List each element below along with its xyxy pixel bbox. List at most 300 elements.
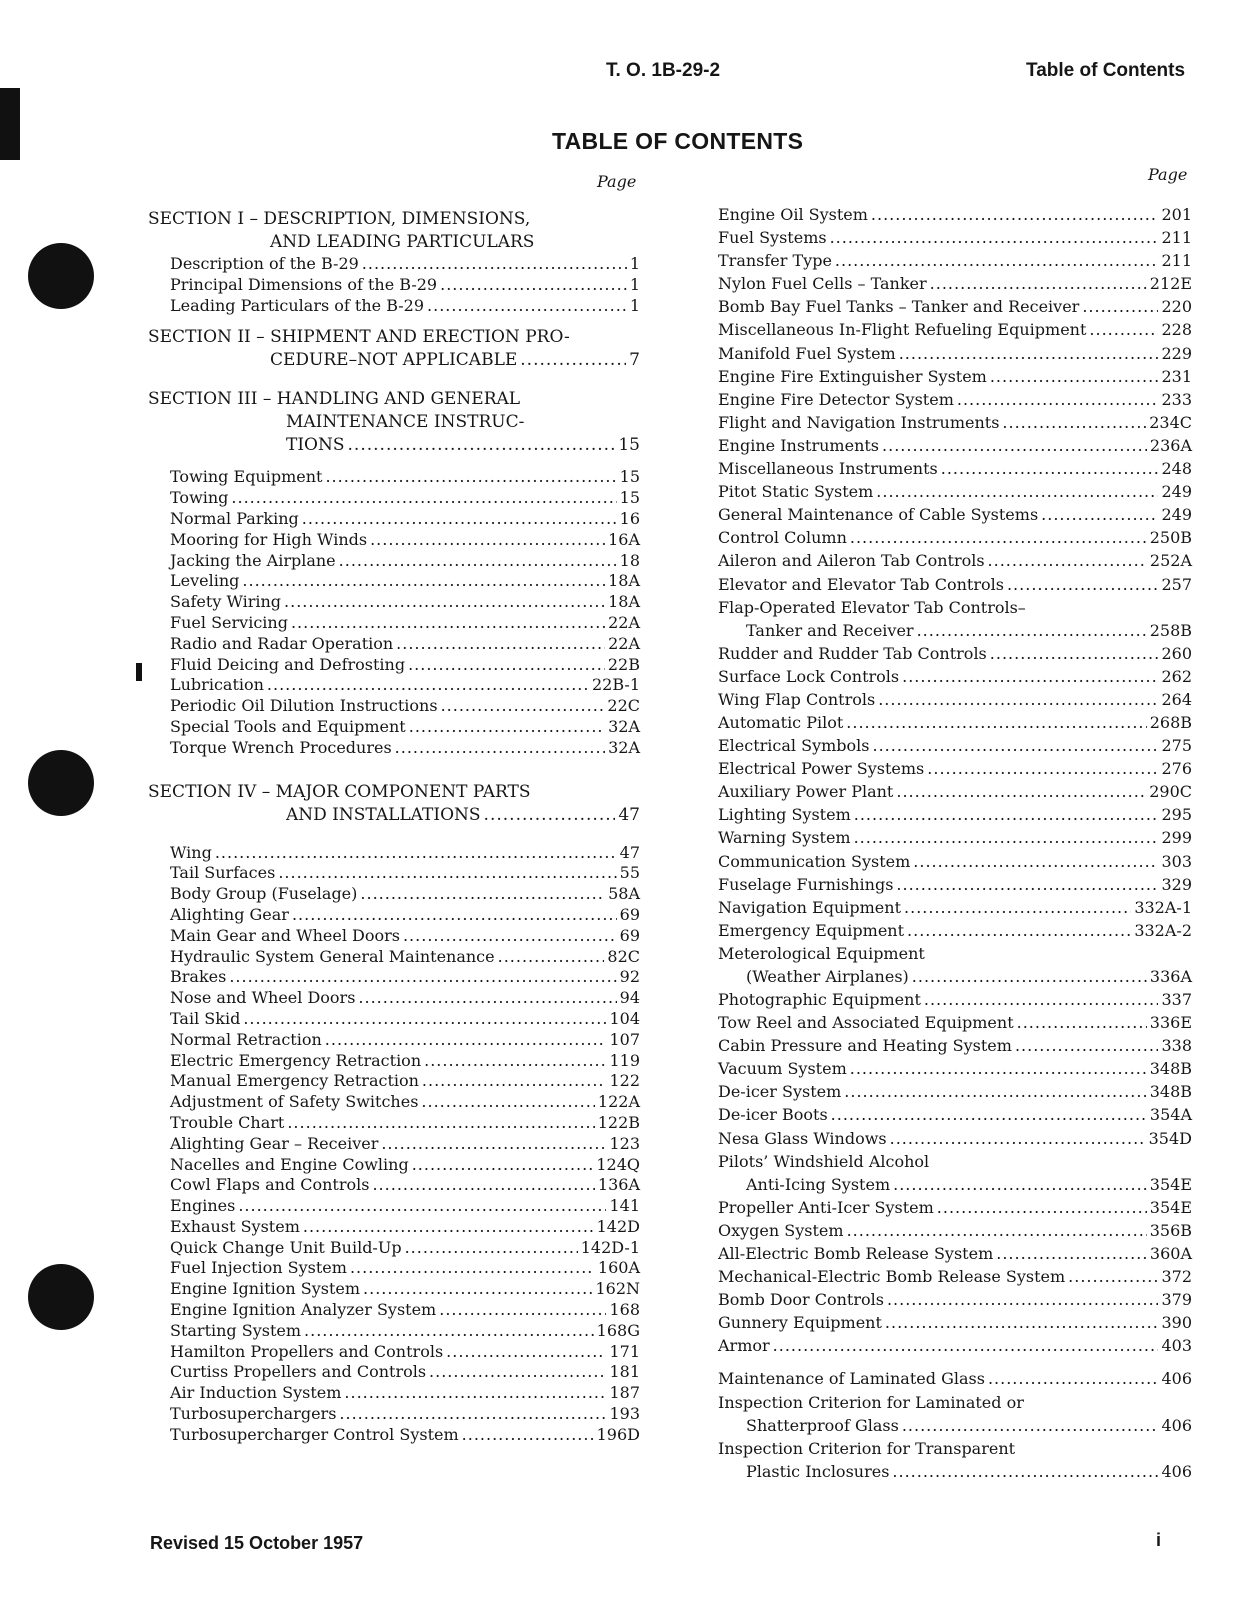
dot-leader bbox=[878, 688, 1158, 711]
toc-entry[interactable] bbox=[148, 717, 640, 738]
toc-entry-title: Electric Emergency Retraction bbox=[170, 1050, 422, 1070]
toc-entry-title: Fuselage Furnishings bbox=[718, 874, 894, 894]
toc-entry[interactable] bbox=[718, 1127, 1192, 1150]
toc-entry-title: Alighting Gear – Receiver bbox=[170, 1133, 379, 1153]
dot-leader bbox=[370, 530, 605, 551]
dot-leader bbox=[441, 696, 605, 717]
toc-entry[interactable] bbox=[148, 592, 640, 613]
toc-entry-title: Bomb Door Controls bbox=[718, 1290, 884, 1310]
dot-leader bbox=[325, 467, 616, 488]
dot-leader bbox=[937, 1196, 1147, 1219]
toc-entry[interactable] bbox=[148, 1196, 640, 1217]
toc-entry-page: 22B bbox=[607, 654, 640, 674]
dot-leader bbox=[427, 296, 627, 317]
toc-entry-page: 332A-2 bbox=[1134, 920, 1192, 940]
toc-entry-page: 220 bbox=[1161, 297, 1192, 317]
toc-entry[interactable] bbox=[718, 457, 1192, 480]
toc-entry-page: 104 bbox=[609, 1008, 640, 1028]
dot-leader bbox=[350, 1258, 595, 1279]
toc-entry-title: Engine Oil System bbox=[718, 205, 868, 224]
toc-entry-page: 122A bbox=[597, 1092, 640, 1112]
toc-entry[interactable] bbox=[718, 226, 1192, 249]
dot-leader bbox=[913, 850, 1158, 873]
dot-leader bbox=[325, 1030, 607, 1051]
dot-leader bbox=[339, 551, 617, 572]
toc-entry[interactable] bbox=[148, 863, 640, 884]
toc-entry-title: Main Gear and Wheel Doors bbox=[170, 925, 400, 945]
toc-entry-title: Automatic Pilot bbox=[718, 712, 844, 732]
toc-entry-title: Turbosupercharger Control System bbox=[170, 1424, 459, 1444]
toc-entry[interactable] bbox=[148, 738, 640, 759]
toc-entry-title: Nacelles and Engine Cowling bbox=[170, 1154, 409, 1174]
toc-entry[interactable] bbox=[718, 1057, 1192, 1080]
toc-entry[interactable] bbox=[718, 1196, 1192, 1219]
toc-entry[interactable] bbox=[718, 480, 1192, 503]
toc-entry[interactable] bbox=[148, 275, 640, 296]
toc-entry[interactable] bbox=[718, 873, 1192, 896]
toc-entry[interactable] bbox=[148, 1092, 640, 1113]
toc-entry-title: Principal Dimensions of the B-29 bbox=[170, 274, 438, 294]
toc-entry-title: Description of the B-29 bbox=[170, 254, 359, 273]
toc-entry[interactable] bbox=[718, 318, 1192, 341]
toc-entry[interactable]: AND INSTALLATIONS ..... 47 bbox=[148, 804, 640, 827]
toc-entry-page: 276 bbox=[1161, 759, 1192, 779]
toc-entry-page: 250B bbox=[1149, 528, 1192, 548]
dot-leader bbox=[278, 863, 616, 884]
toc-entry-page: 348B bbox=[1149, 1082, 1192, 1102]
toc-left-column bbox=[148, 208, 640, 1446]
toc-entry-title: Lubrication bbox=[170, 675, 264, 695]
toc-entry[interactable] bbox=[148, 571, 640, 592]
toc-entry-title: Miscellaneous Instruments bbox=[718, 459, 938, 479]
toc-entry-title: Manual Emergency Retraction bbox=[170, 1071, 419, 1091]
toc-entry[interactable] bbox=[718, 1103, 1192, 1126]
toc-entry[interactable] bbox=[148, 1030, 640, 1051]
toc-entry-page: 379 bbox=[1161, 1290, 1192, 1310]
toc-entry[interactable] bbox=[718, 573, 1192, 596]
toc-entry[interactable] bbox=[148, 296, 640, 317]
toc-entry-title: Engines bbox=[170, 1196, 236, 1216]
toc-entry[interactable] bbox=[718, 295, 1192, 318]
toc-entry-title: Manifold Fuel System bbox=[718, 343, 896, 363]
toc-entry-title: Brakes bbox=[170, 967, 227, 987]
dot-leader bbox=[896, 780, 1146, 803]
toc-entry[interactable] bbox=[148, 1238, 640, 1259]
toc-entry-title: Armor bbox=[718, 1336, 770, 1356]
toc-entry-title: Tail Surfaces bbox=[170, 863, 276, 883]
dot-leader bbox=[876, 480, 1158, 503]
toc-entry-page: 299 bbox=[1161, 828, 1192, 848]
toc-entry[interactable] bbox=[718, 526, 1192, 549]
toc-entry-title: Exhaust System bbox=[170, 1216, 300, 1236]
dot-leader bbox=[835, 249, 1159, 272]
toc-entry-page: 332A-1 bbox=[1134, 897, 1192, 917]
toc-entry[interactable] bbox=[718, 734, 1192, 757]
toc-entry[interactable] bbox=[148, 1321, 640, 1342]
dot-leader bbox=[854, 826, 1159, 849]
toc-entry-title: Tow Reel and Associated Equipment bbox=[718, 1013, 1014, 1033]
dot-leader bbox=[871, 203, 1159, 226]
dot-leader bbox=[408, 655, 605, 676]
toc-entry-page: 211 bbox=[1161, 251, 1192, 271]
toc-entry-title: Starting System bbox=[170, 1320, 302, 1340]
toc-entry[interactable] bbox=[148, 1113, 640, 1134]
page-number: i bbox=[1156, 1530, 1162, 1550]
toc-entry[interactable] bbox=[718, 1334, 1192, 1357]
section-3-heading: SECTION III – HANDLING AND GENERAL MAINTENANCE INSTRUC- TIONS ..... 15 bbox=[148, 388, 640, 457]
toc-entry[interactable] bbox=[718, 388, 1192, 411]
toc-entry-title: Flight and Navigation Instruments bbox=[718, 412, 1000, 432]
toc-entry-page: 372 bbox=[1161, 1267, 1192, 1287]
toc-entry[interactable] bbox=[718, 757, 1192, 780]
dot-leader bbox=[446, 1342, 606, 1363]
toc-entry-title: Normal Retraction bbox=[170, 1029, 322, 1049]
toc-entry-title: Oxygen System bbox=[718, 1220, 844, 1240]
change-bar bbox=[136, 663, 142, 681]
dot-leader bbox=[304, 1321, 594, 1342]
dot-leader bbox=[885, 1311, 1159, 1334]
toc-entry[interactable] bbox=[718, 688, 1192, 711]
toc-entry[interactable] bbox=[718, 272, 1192, 295]
doc-number: T. O. 1B-29-2 bbox=[606, 60, 721, 81]
dot-leader bbox=[904, 896, 1131, 919]
dot-leader bbox=[899, 342, 1159, 365]
toc-entry-title: Trouble Chart bbox=[170, 1112, 285, 1132]
section-2-heading: SECTION II – SHIPMENT AND ERECTION PRO- CEDURE–NOT APPLICABLE ..... 7 bbox=[148, 326, 640, 372]
toc-entry[interactable] bbox=[148, 1300, 640, 1321]
dot-leader bbox=[422, 1071, 607, 1092]
toc-entry-page: 22C bbox=[607, 696, 640, 716]
dot-leader bbox=[996, 1242, 1147, 1265]
dot-leader bbox=[887, 1288, 1159, 1311]
section-1-heading: SECTION I – DESCRIPTION, DIMENSIONS, AND LEADING PARTICULARS bbox=[148, 209, 535, 252]
toc-entry-title: Vacuum System bbox=[718, 1059, 847, 1079]
toc-entry-page: 168G bbox=[596, 1320, 640, 1340]
section-1-entries bbox=[148, 254, 640, 316]
toc-entry[interactable]: Plastic Inclosures ..... 406 bbox=[718, 1460, 1192, 1483]
toc-entry-heading: Pilots’ Windshield Alcohol bbox=[718, 1151, 930, 1171]
toc-entry[interactable] bbox=[148, 509, 640, 530]
dot-leader bbox=[405, 1238, 578, 1259]
toc-entry-title: De-icer System bbox=[718, 1082, 842, 1102]
toc-entry-title: Engine Instruments bbox=[718, 435, 880, 455]
toc-entry-title: Wing bbox=[170, 842, 212, 862]
toc-entry-title: Lighting System bbox=[718, 805, 851, 825]
toc-entry-title: Nylon Fuel Cells – Tanker bbox=[718, 274, 927, 294]
toc-entry[interactable] bbox=[718, 365, 1192, 388]
toc-entry-page: 290C bbox=[1149, 782, 1192, 802]
toc-entry-title: Auxiliary Power Plant bbox=[718, 782, 894, 802]
toc-entry-page: 141 bbox=[609, 1196, 640, 1216]
toc-entry[interactable] bbox=[148, 1071, 640, 1092]
toc-entry[interactable] bbox=[148, 488, 640, 509]
binder-hole-top bbox=[28, 243, 94, 309]
toc-entry-page: 1 bbox=[629, 274, 640, 294]
toc-entry-page: 168 bbox=[609, 1300, 640, 1320]
toc-entry[interactable] bbox=[718, 1219, 1192, 1242]
toc-entry[interactable] bbox=[718, 342, 1192, 365]
toc-entry[interactable] bbox=[718, 1034, 1192, 1057]
dot-leader bbox=[229, 967, 616, 988]
section-4-entries bbox=[148, 843, 640, 1446]
toc-entry-page: 119 bbox=[609, 1050, 640, 1070]
toc-entry-title: Transfer Type bbox=[718, 251, 832, 271]
dot-leader bbox=[850, 1057, 1147, 1080]
toc-entry[interactable] bbox=[148, 1051, 640, 1072]
toc-entry[interactable] bbox=[718, 249, 1192, 272]
toc-entry[interactable]: Maintenance of Laminated Glass ..... 406 bbox=[718, 1367, 1192, 1390]
toc-entry-title: De-icer Boots bbox=[718, 1105, 828, 1125]
toc-entry[interactable] bbox=[148, 1383, 640, 1404]
toc-entry-page: 390 bbox=[1161, 1313, 1192, 1333]
toc-entry[interactable] bbox=[718, 642, 1192, 665]
toc-entry[interactable] bbox=[718, 711, 1192, 734]
toc-entry-title: Elevator and Elevator Tab Controls bbox=[718, 574, 1004, 594]
toc-entry-title: Propeller Anti-Icer System bbox=[718, 1197, 934, 1217]
dot-leader bbox=[403, 926, 617, 947]
dot-leader bbox=[847, 1219, 1147, 1242]
toc-entry[interactable] bbox=[718, 549, 1192, 572]
toc-entry-page: 47 bbox=[619, 842, 640, 862]
toc-entry-page: 249 bbox=[1161, 482, 1192, 502]
toc-entry-page: 329 bbox=[1161, 874, 1192, 894]
toc-entry[interactable] bbox=[148, 967, 640, 988]
toc-entry-title: Turbosuperchargers bbox=[170, 1404, 337, 1424]
toc-entry-page: 403 bbox=[1161, 1336, 1192, 1356]
toc-entry-page: 16 bbox=[619, 508, 640, 528]
toc-right-column bbox=[718, 203, 1192, 1483]
toc-entry-title: General Maintenance of Cable Systems bbox=[718, 505, 1039, 525]
header-section-title: Table of Contents bbox=[1026, 60, 1186, 81]
toc-entry-title: Photographic Equipment bbox=[718, 990, 921, 1009]
toc-entry-title: Engine Ignition System bbox=[170, 1279, 361, 1299]
toc-entry-title: Engine Fire Extinguisher System bbox=[718, 366, 987, 386]
toc-entry[interactable] bbox=[148, 655, 640, 676]
dot-leader bbox=[930, 272, 1147, 295]
dot-leader bbox=[284, 592, 605, 613]
toc-entry-title: Control Column bbox=[718, 528, 847, 548]
toc-entry-title: Tail Skid bbox=[170, 1008, 241, 1028]
toc-entry-page: 229 bbox=[1161, 343, 1192, 363]
page-column-label-right: Page bbox=[1148, 165, 1188, 184]
toc-entry-page: 249 bbox=[1161, 505, 1192, 525]
toc-entry[interactable] bbox=[148, 843, 640, 864]
dot-leader bbox=[1017, 1011, 1147, 1034]
dot-leader bbox=[363, 1279, 592, 1300]
toc-entry[interactable] bbox=[718, 1265, 1192, 1288]
right-entries-a bbox=[718, 203, 1192, 596]
toc-entry-page: 123 bbox=[609, 1133, 640, 1153]
dot-leader bbox=[243, 1009, 606, 1030]
toc-entry-page: 231 bbox=[1161, 366, 1192, 386]
toc-entry[interactable] bbox=[148, 1009, 640, 1030]
toc-entry-page: 32A bbox=[608, 737, 640, 757]
toc-entry[interactable] bbox=[718, 896, 1192, 919]
toc-entry-title: Curtiss Propellers and Controls bbox=[170, 1362, 427, 1382]
toc-entry[interactable] bbox=[718, 919, 1192, 942]
toc-entry-page: 160A bbox=[597, 1258, 640, 1278]
dot-leader bbox=[344, 1383, 606, 1404]
toc-entry[interactable] bbox=[148, 613, 640, 634]
toc-entry-title: Leveling bbox=[170, 571, 240, 591]
toc-entry[interactable] bbox=[718, 1242, 1192, 1265]
toc-entry[interactable] bbox=[148, 467, 640, 488]
dot-leader bbox=[362, 254, 627, 275]
dot-leader bbox=[927, 757, 1158, 780]
toc-entry[interactable]: TIONS ..... 15 bbox=[148, 434, 640, 457]
toc-entry-title: Hamilton Propellers and Controls bbox=[170, 1341, 444, 1361]
dot-leader bbox=[412, 1155, 594, 1176]
toc-entry-page: 196D bbox=[596, 1424, 640, 1444]
toc-entry[interactable] bbox=[148, 1279, 640, 1300]
toc-entry-title: Mooring for High Winds bbox=[170, 529, 368, 549]
toc-entry-page: 234C bbox=[1149, 412, 1192, 432]
toc-entry[interactable] bbox=[718, 803, 1192, 826]
toc-entry[interactable] bbox=[718, 665, 1192, 688]
toc-entry-title: Safety Wiring bbox=[170, 592, 282, 612]
toc-entry-page: 354E bbox=[1149, 1197, 1192, 1217]
toc-entry[interactable] bbox=[718, 780, 1192, 803]
toc-entry-page: 124Q bbox=[596, 1154, 640, 1174]
toc-entry-title: Rudder and Rudder Tab Controls bbox=[718, 643, 987, 663]
toc-entry[interactable] bbox=[718, 203, 1192, 226]
toc-entry-page: 32A bbox=[608, 716, 640, 736]
toc-entry[interactable]: CEDURE–NOT APPLICABLE ..... 7 bbox=[148, 349, 640, 372]
toc-entry-page: 107 bbox=[609, 1029, 640, 1049]
toc-entry[interactable] bbox=[718, 503, 1192, 526]
toc-entry[interactable] bbox=[718, 411, 1192, 434]
toc-entry[interactable] bbox=[148, 551, 640, 572]
dot-leader bbox=[462, 1425, 594, 1446]
toc-entry[interactable] bbox=[148, 1175, 640, 1196]
toc-entry-title: Electrical Power Systems bbox=[718, 759, 925, 779]
toc-entry[interactable] bbox=[148, 926, 640, 947]
right-entries-d bbox=[718, 1196, 1192, 1358]
toc-entry[interactable] bbox=[148, 884, 640, 905]
toc-entry-page: 16A bbox=[608, 529, 640, 549]
toc-entry[interactable] bbox=[148, 988, 640, 1009]
toc-entry[interactable] bbox=[718, 850, 1192, 873]
binder-hole-middle bbox=[28, 750, 94, 816]
toc-entry[interactable] bbox=[718, 826, 1192, 849]
page-title: TABLE OF CONTENTS bbox=[552, 128, 804, 154]
toc-entry-title: Fuel Injection System bbox=[170, 1258, 347, 1278]
toc-entry[interactable] bbox=[148, 1217, 640, 1238]
toc-entry[interactable] bbox=[148, 1404, 640, 1425]
toc-entry[interactable]: Tanker and Receiver ..... 258B bbox=[718, 619, 1192, 642]
toc-entry[interactable]: Anti-Icing System ..... 354E bbox=[718, 1173, 1192, 1196]
toc-entry-page: 136A bbox=[597, 1175, 640, 1195]
dot-leader bbox=[1082, 295, 1158, 318]
toc-entry[interactable]: (Weather Airplanes) ..... 336A bbox=[718, 965, 1192, 988]
toc-entry-page: 122B bbox=[597, 1112, 640, 1132]
toc-entry-title: Alighting Gear bbox=[170, 904, 289, 924]
toc-entry-page: 162N bbox=[595, 1279, 640, 1299]
toc-entry-title: Engine Fire Detector System bbox=[718, 389, 954, 409]
toc-entry[interactable] bbox=[148, 947, 640, 968]
toc-entry-page: 212E bbox=[1149, 274, 1192, 294]
dot-leader bbox=[396, 634, 605, 655]
toc-entry-title: Quick Change Unit Build-Up bbox=[170, 1237, 402, 1257]
dot-leader bbox=[773, 1334, 1159, 1357]
toc-entry-page: 338 bbox=[1161, 1036, 1192, 1056]
toc-entry[interactable] bbox=[718, 1080, 1192, 1103]
toc-entry[interactable] bbox=[718, 1311, 1192, 1334]
dot-leader bbox=[267, 675, 589, 696]
toc-entry-page: 142D-1 bbox=[580, 1237, 640, 1257]
toc-entry-page: 260 bbox=[1161, 643, 1192, 663]
toc-entry-page: 193 bbox=[609, 1404, 640, 1424]
toc-entry-title: Cowl Flaps and Controls bbox=[170, 1175, 370, 1195]
toc-entry-title: Body Group (Fuselage) bbox=[170, 884, 358, 904]
dot-leader bbox=[303, 1217, 594, 1238]
toc-entry-page: 336E bbox=[1149, 1013, 1192, 1033]
toc-entry-title: Leading Particulars of the B-29 bbox=[170, 295, 425, 315]
toc-entry[interactable] bbox=[148, 1362, 640, 1383]
toc-entry[interactable] bbox=[148, 1155, 640, 1176]
toc-entry-heading: Inspection Criterion for Transparent bbox=[718, 1438, 1016, 1458]
toc-entry[interactable] bbox=[148, 675, 640, 696]
dot-leader bbox=[988, 549, 1147, 572]
toc-entry-title: Electrical Symbols bbox=[718, 736, 870, 756]
dot-leader bbox=[439, 1300, 606, 1321]
toc-entry[interactable] bbox=[148, 696, 640, 717]
toc-entry-page: 18A bbox=[608, 592, 640, 612]
toc-entry-page: 262 bbox=[1161, 666, 1192, 686]
toc-entry[interactable] bbox=[148, 1425, 640, 1446]
dot-leader bbox=[215, 843, 617, 864]
dot-leader bbox=[890, 1127, 1146, 1150]
toc-entry[interactable] bbox=[148, 1134, 640, 1155]
toc-entry-title: Gunnery Equipment bbox=[718, 1313, 882, 1333]
toc-entry[interactable] bbox=[718, 434, 1192, 457]
dot-leader bbox=[1002, 411, 1146, 434]
toc-entry-title: Nose and Wheel Doors bbox=[170, 988, 356, 1008]
toc-entry-title: Cabin Pressure and Heating System bbox=[718, 1036, 1012, 1056]
toc-entry-page: 360A bbox=[1149, 1243, 1192, 1263]
toc-entry[interactable] bbox=[148, 530, 640, 551]
toc-entry-title: Warning System bbox=[718, 828, 851, 848]
toc-entry-page: 55 bbox=[619, 863, 640, 883]
dot-leader bbox=[429, 1362, 606, 1383]
toc-entry-title: Radio and Radar Operation bbox=[170, 633, 394, 653]
toc-entry-title: Bomb Bay Fuel Tanks – Tanker and Receiver bbox=[718, 297, 1080, 317]
toc-entry[interactable] bbox=[718, 988, 1192, 1011]
dot-leader bbox=[360, 884, 605, 905]
toc-entry[interactable]: Shatterproof Glass ..... 406 bbox=[718, 1414, 1192, 1437]
toc-entry-title: Emergency Equipment bbox=[718, 920, 905, 940]
toc-entry[interactable] bbox=[148, 1258, 640, 1279]
toc-entry-page: 122 bbox=[609, 1071, 640, 1091]
toc-entry[interactable] bbox=[148, 254, 640, 275]
toc-entry-page: 354A bbox=[1149, 1105, 1192, 1125]
toc-entry-title: Fluid Deicing and Defrosting bbox=[170, 654, 406, 674]
dot-leader bbox=[902, 665, 1158, 688]
dot-leader bbox=[873, 734, 1159, 757]
toc-entry-page: 18A bbox=[608, 571, 640, 591]
toc-entry[interactable] bbox=[718, 1288, 1192, 1311]
dot-leader bbox=[924, 988, 1159, 1011]
toc-entry-title: Normal Parking bbox=[170, 508, 299, 528]
toc-entry-title: Torque Wrench Procedures bbox=[170, 737, 392, 757]
toc-entry-title: Nesa Glass Windows bbox=[718, 1128, 887, 1148]
toc-entry[interactable] bbox=[148, 634, 640, 655]
dot-leader bbox=[424, 1051, 606, 1072]
toc-entry-heading: Inspection Criterion for Laminated or bbox=[718, 1392, 1024, 1412]
toc-entry[interactable] bbox=[718, 1011, 1192, 1034]
toc-entry[interactable] bbox=[148, 1342, 640, 1363]
toc-entry[interactable] bbox=[148, 905, 640, 926]
